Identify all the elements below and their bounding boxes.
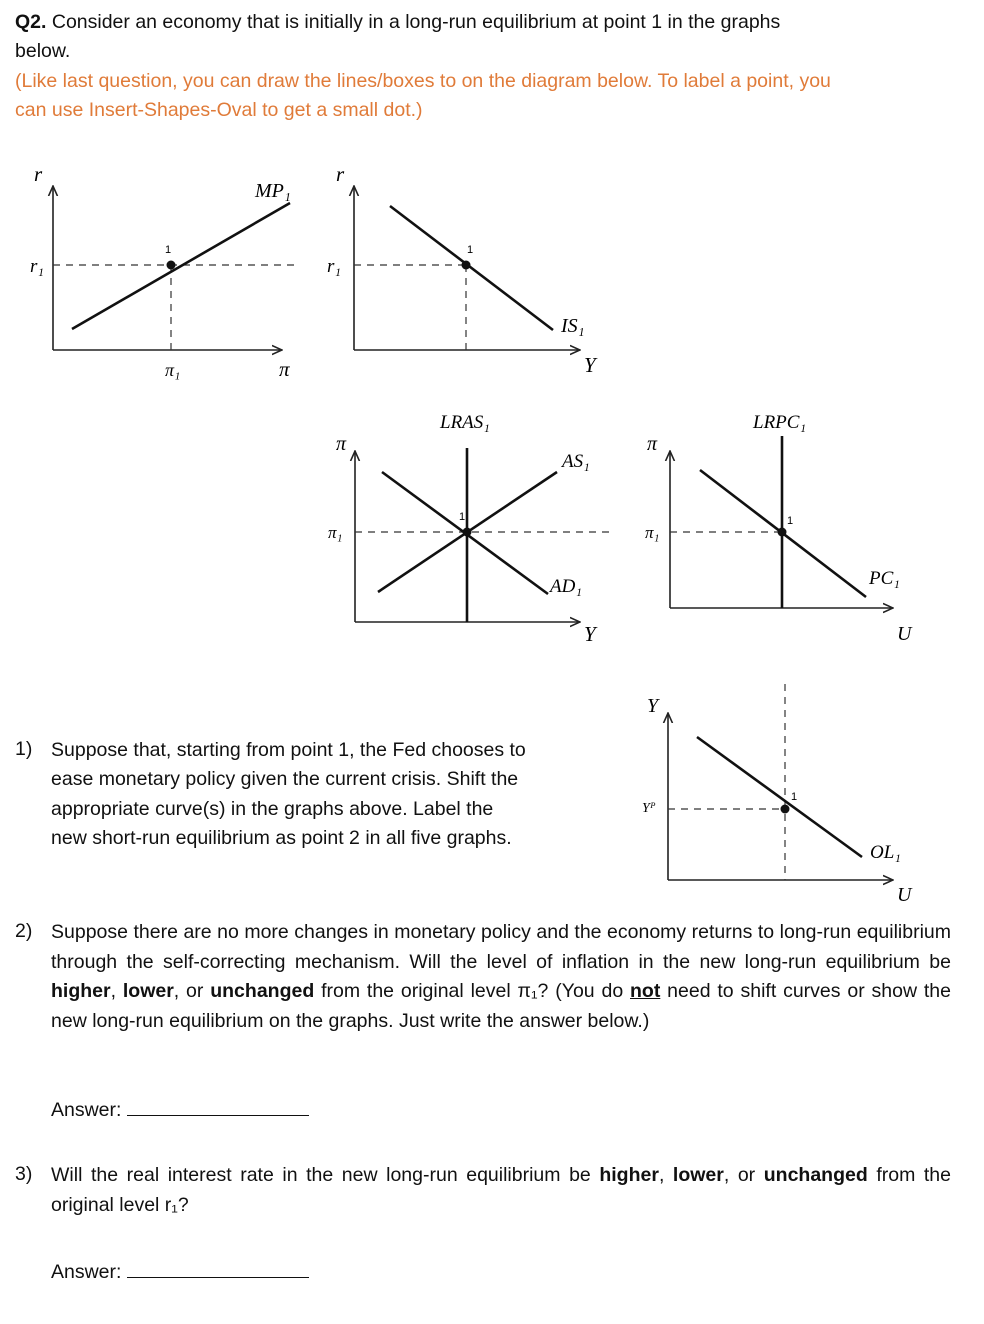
pc-label: PC₁ (869, 568, 900, 589)
asad-point-1-label: 1 (459, 511, 466, 523)
note-line-2: can use Insert-Shapes-Oval to get a small dot.) (15, 99, 423, 121)
ol-yp-label: Yᴾ (642, 801, 656, 816)
is-x-axis-label: Y (584, 353, 596, 377)
is-curve-label: IS₁ (561, 315, 585, 337)
part-3-text-b: from the original level r₁? (51, 1164, 951, 1216)
part-1-line-2: ease monetary policy given the current crisis. Shift the (51, 768, 519, 790)
part-1-number: 1) (15, 738, 33, 760)
mp-curve-label: MP₁ (255, 180, 291, 202)
part-2-number: 2) (15, 920, 33, 942)
is-point-1[interactable] (462, 261, 471, 270)
part-3-higher: higher (599, 1164, 659, 1186)
asad-y-axis-label: π (336, 433, 347, 455)
part-2-comma: , (110, 980, 123, 1002)
answer-label-1: Answer: (51, 1099, 122, 1121)
is-y-axis-label: r (336, 162, 345, 186)
part-2-text-c: need to shift curves or show the new long-run equilibrium on the graphs. Just write the answer below.) (51, 980, 951, 1032)
ol-x-axis-label: U (897, 884, 912, 906)
answer-blank-2[interactable] (127, 1257, 309, 1278)
part-3-or: , or (723, 1164, 764, 1186)
part-2-or: , or (173, 980, 211, 1002)
is-graph[interactable] (327, 162, 598, 377)
question-number: Q2. (15, 11, 47, 33)
mp-point-1[interactable] (167, 261, 176, 270)
mp-point-1-label: 1 (165, 244, 172, 256)
ol-y-axis-label: Y (647, 695, 659, 717)
mp-graph[interactable] (30, 162, 298, 381)
asad-graph[interactable] (328, 412, 610, 646)
lrpc-label: LRPC₁ (753, 412, 807, 433)
part-2-text (51, 918, 951, 1036)
part-1-line-3: appropriate curve(s) in the graphs above. Label the (51, 798, 494, 820)
answer-label-2: Answer: (51, 1261, 122, 1283)
lras-label: LRAS₁ (440, 412, 490, 433)
asad-x-axis-label: Y (584, 622, 596, 646)
part-2-text-b: from the original level π₁? (You do (314, 980, 630, 1002)
note-line-1: (Like last question, you can draw the lines/boxes to on the diagram below. To label a point, you (15, 70, 831, 92)
ol-curve-label: OL₁ (870, 842, 901, 863)
is-curve[interactable] (390, 206, 553, 330)
part-1-line-1: Suppose that, starting from point 1, the Fed chooses to (51, 739, 526, 761)
pc-point-1-label: 1 (787, 515, 794, 527)
answer-blank-1[interactable] (127, 1095, 309, 1116)
ol-graph[interactable] (642, 684, 913, 906)
answer-row-2 (51, 1257, 309, 1287)
pc-x-axis-label: U (897, 623, 912, 645)
pc-graph[interactable] (645, 412, 913, 645)
question-intro-cont: below. (15, 40, 71, 62)
ad-label: AD₁ (550, 576, 582, 597)
ol-curve[interactable] (697, 737, 862, 857)
part-2-text-a: Suppose there are no more changes in monetary policy and the economy returns to long-run equilibrium through the self-correcting mechanism. Will the level of inflation in the new long-run equilibrium be (51, 921, 951, 973)
answer-row-1 (51, 1095, 309, 1125)
mp-y-axis-label: r (34, 162, 43, 186)
is-point-1-label: 1 (467, 244, 474, 256)
part-3-lower: lower (672, 1164, 724, 1186)
pc-point-1[interactable] (778, 528, 787, 537)
pc-pi1-label: π₁ (645, 523, 660, 542)
mp-r1-label: r₁ (30, 256, 44, 277)
question-intro-text: Consider an economy that is initially in a long-run equilibrium at point 1 in the graphs (51, 11, 781, 33)
mp-pi1-label: π₁ (165, 360, 181, 380)
part-2-lower: lower (122, 980, 174, 1002)
part-3-text (51, 1161, 951, 1220)
as-label: AS₁ (562, 451, 590, 472)
ol-point-1[interactable] (781, 805, 790, 814)
part-2-not: not (630, 980, 661, 1002)
part-3-text-a: Will the real interest rate in the new long-run equilibrium be (51, 1164, 600, 1186)
mp-curve[interactable] (72, 203, 290, 329)
part-3-number: 3) (15, 1163, 33, 1185)
pc-y-axis-label: π (647, 433, 658, 455)
part-2-unchanged: unchanged (210, 980, 315, 1002)
ol-point-1-label: 1 (791, 791, 798, 803)
asad-pi1-label: π₁ (328, 523, 343, 542)
part-1-line-4: new short-run equilibrium as point 2 in all five graphs. (51, 827, 512, 849)
is-r1-label: r₁ (327, 256, 341, 277)
part-3-unchanged: unchanged (763, 1164, 868, 1186)
part-2-higher: higher (51, 980, 111, 1002)
asad-point-1[interactable] (463, 528, 472, 537)
mp-x-axis-label: π (279, 357, 290, 381)
part-3-comma: , (658, 1164, 673, 1186)
